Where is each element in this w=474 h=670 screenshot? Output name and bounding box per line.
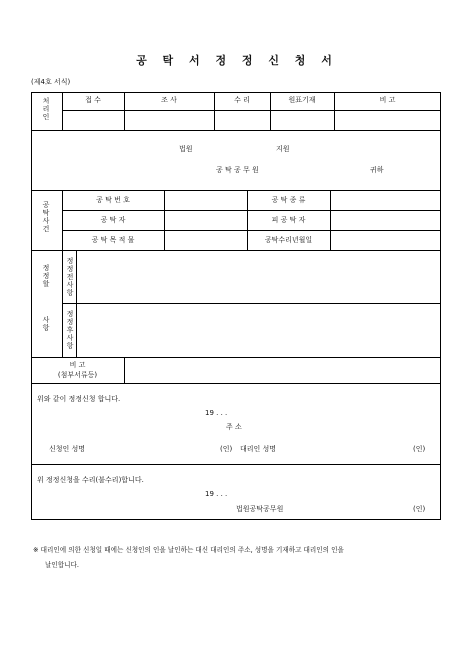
applicant-date: 19 . . . <box>205 409 228 417</box>
divider <box>31 250 441 251</box>
deposit-object-label: 공 탁 목 적 물 <box>91 236 135 244</box>
column-receipt: 접 수 <box>85 96 101 104</box>
applicant-statement: 위와 같이 정정신청 합니다. <box>37 395 121 403</box>
officer-label: 공 탁 공 무 원 <box>216 166 259 174</box>
divider <box>31 190 441 191</box>
remarks-label: 비 고 <box>69 361 86 369</box>
form-frame <box>31 92 441 520</box>
case-section-label: 공탁사건 <box>42 201 50 233</box>
divider <box>124 357 125 383</box>
correction-label-bottom: 사항 <box>42 316 50 332</box>
depositor-label: 공 탁 자 <box>100 216 126 224</box>
divider <box>31 383 441 384</box>
agent-name-label: 대리인 성명 <box>240 445 277 453</box>
divider <box>164 190 165 250</box>
column-register: 원표기재 <box>288 96 316 104</box>
court-officer-label: 법원공탁공무원 <box>236 505 284 513</box>
case-number-label: 공 탁 번 호 <box>96 196 130 204</box>
processor-label: 처리인 <box>42 97 50 121</box>
divider <box>62 210 441 211</box>
divider <box>31 464 441 465</box>
divider <box>62 230 441 231</box>
depositee-label: 피 공 탁 자 <box>271 216 306 224</box>
court-label: 법원 <box>179 145 193 153</box>
footnote-line-2: 날인합니다. <box>45 561 79 569</box>
address-label: 주 소 <box>226 423 242 431</box>
branch-label: 지원 <box>276 145 290 153</box>
form-number: (제4호 서식) <box>31 78 71 86</box>
deposit-type-label: 공 탁 종 류 <box>271 196 306 204</box>
divider <box>330 190 331 250</box>
divider <box>62 110 441 111</box>
remarks-sublabel: (첨부서류등) <box>57 371 98 379</box>
acceptance-date: 19 . . . <box>205 490 228 498</box>
applicant-seal: (인) <box>220 445 233 453</box>
column-remarks: 비 고 <box>379 96 396 104</box>
divider <box>62 303 441 304</box>
form-title: 공 탁 서 정 정 신 청 서 <box>136 54 338 67</box>
column-investigation: 조 사 <box>161 96 177 104</box>
agent-seal: (인) <box>413 445 426 453</box>
applicant-name-label: 신청인 성명 <box>49 445 86 453</box>
column-acceptance: 수 리 <box>234 96 250 104</box>
before-correction-label: 정정전사항 <box>66 257 74 297</box>
acceptance-date-label: 공탁수리년월일 <box>264 236 313 244</box>
divider <box>31 357 441 358</box>
acceptance-statement: 위 정정신청을 수리(불수리)합니다. <box>37 476 144 484</box>
after-correction-label: 정정후사항 <box>66 310 74 350</box>
footnote-line-1: ※ 대리인에 의한 신청일 때에는 신청인의 인을 날인하는 대신 대리인의 주소, 성명을 기재하고 대리인의 인을 <box>33 546 344 554</box>
correction-label-top: 정정할 <box>42 264 50 288</box>
addressee-label: 귀하 <box>370 166 384 174</box>
officer-seal: (인) <box>413 505 426 513</box>
divider <box>31 130 441 131</box>
